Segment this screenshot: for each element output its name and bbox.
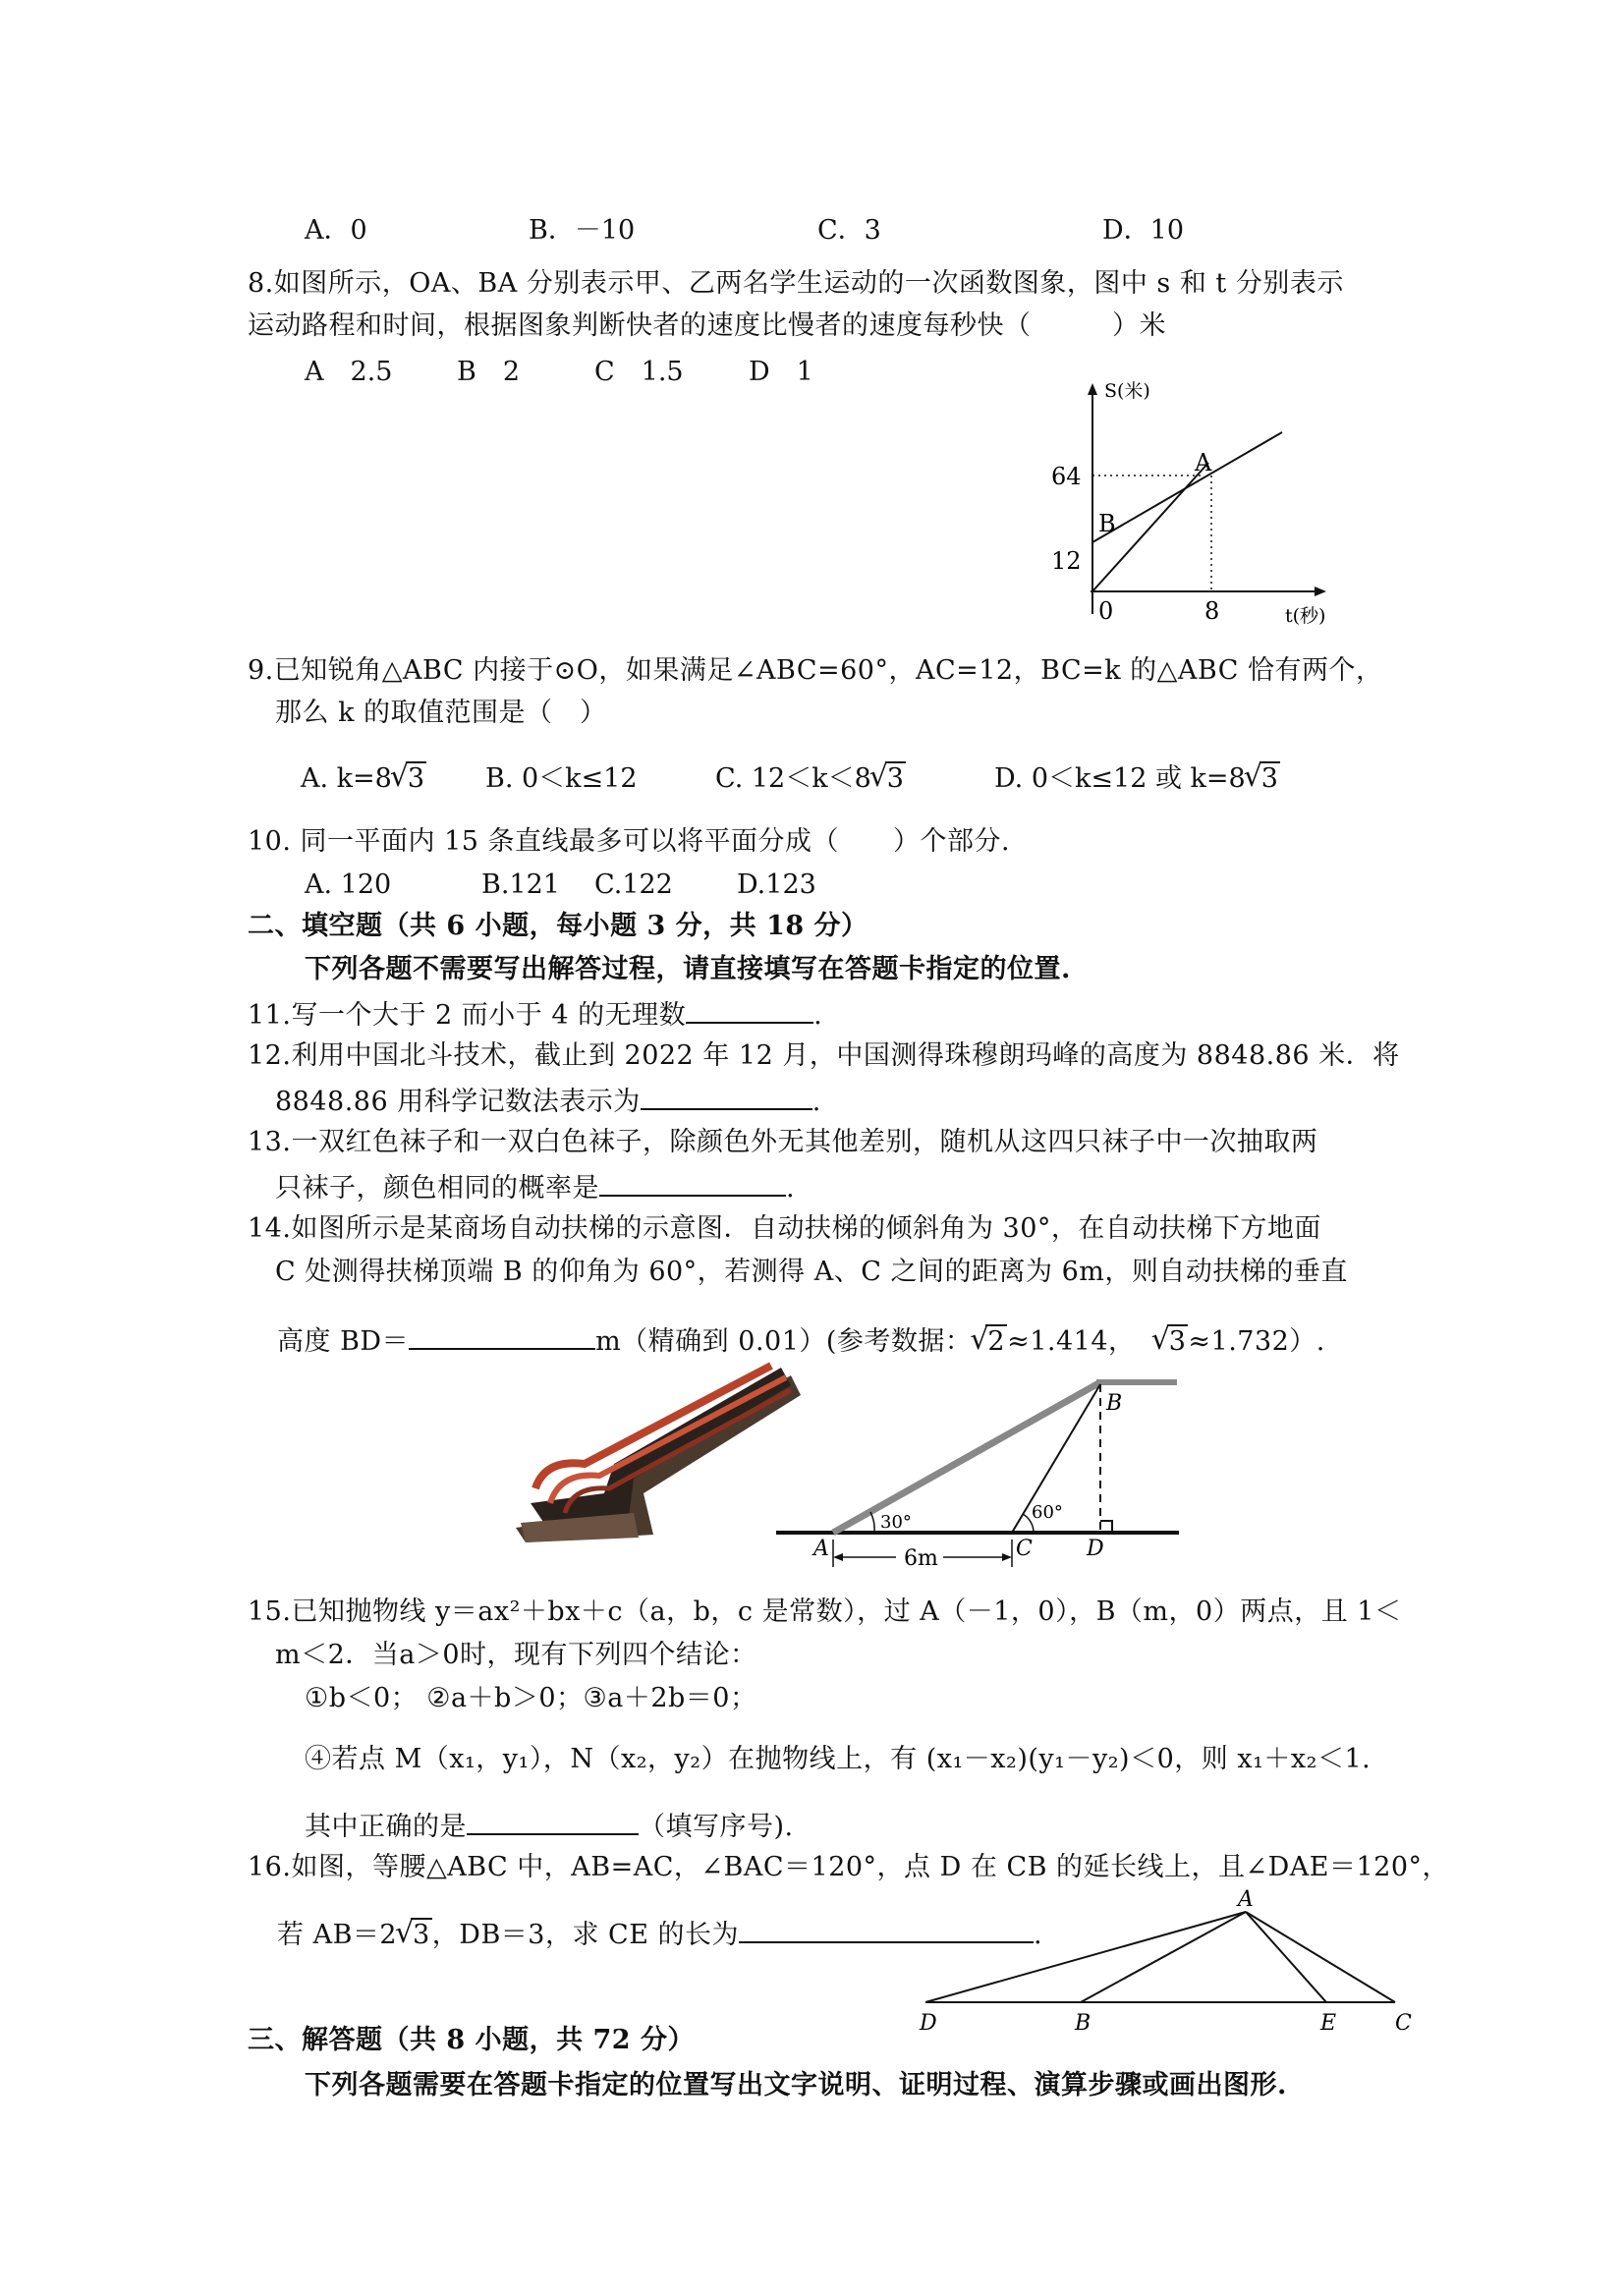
q9-option-d: D. 0＜k≤12 或 k=8√ 3 xyxy=(994,762,1280,796)
q15-line5: 其中正确的是 （填写序号). xyxy=(305,1808,794,1844)
q10-option-d: D.123 xyxy=(737,869,816,900)
q14-label-c: C xyxy=(1016,1537,1033,1561)
q14-label-b: B xyxy=(1106,1391,1123,1416)
q16-label-e: E xyxy=(1320,2011,1337,2036)
q12-line1: 12.利用中国北斗技术，截止到 2022 年 12 月，中国测得珠穆朗玛峰的高度为 8848.86 米．将 xyxy=(248,1040,1400,1071)
q15-line4: ④若点 M（x₁，y₁），N（x₂，y₂）在抛物线上，有 (x₁－x₂)(y₁－y₂)＜0，则 x₁＋x₂＜1. xyxy=(305,1744,1371,1774)
q14-line3: 高度 BD＝ m（精确到 0.01）(参考数据：√ 2≈1.414， √ 3≈1.732）. xyxy=(277,1322,1325,1359)
q16-line2: 若 AB＝2√ 3，DB＝3，求 CE 的长为 . xyxy=(277,1916,1042,1952)
graph-y64: 64 xyxy=(1051,463,1082,490)
q14-dist: 6m xyxy=(904,1546,938,1571)
q10-option-c: C.122 xyxy=(594,869,673,900)
q9-option-c: C. 12＜k＜8√ 3 xyxy=(715,762,906,796)
graph-origin: 0 xyxy=(1098,597,1114,625)
q14-angle30: 30° xyxy=(880,1512,912,1533)
graph-x8: 8 xyxy=(1204,597,1220,625)
graph-point-a: A xyxy=(1195,449,1212,476)
q14-figure xyxy=(766,1371,1189,1577)
section3-note: 下列各题需要在答题卡指定的位置写出文字说明、证明过程、演算步骤或画出图形. xyxy=(305,2070,1287,2100)
q9-option-a: A. k=8√ 3 xyxy=(301,762,426,796)
q8-option-c: C 1.5 xyxy=(594,357,684,387)
q16-label-a: A xyxy=(1238,1887,1254,1912)
q14-label-a: A xyxy=(813,1537,829,1561)
q13-line1: 13.一双红色袜子和一双白色袜子，除颜色外无其他差别，随机从这四只袜子中一次抽取两 xyxy=(248,1127,1318,1157)
escalator-image xyxy=(506,1356,801,1542)
q11: 11.写一个大于 2 而小于 4 的无理数 . xyxy=(248,996,822,1033)
q10-option-b: B.121 xyxy=(481,869,560,900)
q13-line2: 只袜子，颜色相同的概率是 . xyxy=(275,1169,795,1205)
q16-figure xyxy=(904,1884,1434,2042)
q16-line1: 16.如图，等腰△ABC 中，AB=AC，∠BAC＝120°，点 D 在 CB 的延长线上，且∠DAE＝120°， xyxy=(248,1852,1450,1882)
q8-option-b: B 2 xyxy=(457,357,521,387)
q8-option-a: A 2.5 xyxy=(305,357,393,387)
q10-line1: 10. 同一平面内 15 条直线最多可以将平面分成（ ）个部分. xyxy=(248,826,1011,857)
graph-ylabel: S(米) xyxy=(1104,380,1150,402)
graph-y12: 12 xyxy=(1051,547,1082,575)
q7-option-a: A．0 xyxy=(305,215,367,246)
q8-option-d: D 1 xyxy=(749,357,813,387)
q8-graph xyxy=(1032,373,1356,639)
q14-label-d: D xyxy=(1087,1537,1104,1561)
q8-line1: 8.如图所示，OA、BA 分别表示甲、乙两名学生运动的一次函数图象，图中 s 和 t 分别表示 xyxy=(248,268,1344,299)
q10-option-a: A. 120 xyxy=(305,869,392,900)
q7-option-d: D．10 xyxy=(1102,215,1185,246)
q9-line1: 9.已知锐角△ABC 内接于⊙O，如果满足∠ABC=60°，AC=12，BC=k 的△ABC 恰有两个， xyxy=(248,655,1383,686)
section2-note: 下列各题不需要写出解答过程，请直接填写在答题卡指定的位置. xyxy=(305,954,1071,984)
q8-line2: 运动路程和时间，根据图象判断快者的速度比慢者的速度每秒快（ ）米 xyxy=(248,310,1166,341)
q15-line3: ①b＜0； ②a＋b＞0；③a＋2b＝0； xyxy=(305,1683,757,1713)
q14-line1: 14.如图所示是某商场自动扶梯的示意图．自动扶梯的倾斜角为 30°，在自动扶梯下方地面 xyxy=(248,1213,1321,1244)
q15-line2: m＜2．当a＞0时，现有下列四个结论： xyxy=(275,1640,757,1670)
q7-option-b: B．－10 xyxy=(529,215,636,246)
q16-label-d: D xyxy=(920,2011,937,2036)
section3-title: 三、解答题（共 8 小题，共 72 分） xyxy=(248,2025,695,2055)
q9-option-b: B. 0＜k≤12 xyxy=(485,763,638,794)
q9-line2: 那么 k 的取值范围是（ ） xyxy=(275,698,607,728)
q14-angle60: 60° xyxy=(1032,1502,1063,1523)
q7-option-c: C．3 xyxy=(817,215,881,246)
q16-label-c: C xyxy=(1395,2011,1412,2036)
graph-point-b: B xyxy=(1098,510,1116,537)
q16-label-b: B xyxy=(1075,2011,1091,2036)
q12-line2: 8848.86 用科学记数法表示为 . xyxy=(275,1083,821,1119)
graph-xlabel: t(秒) xyxy=(1285,605,1326,627)
section2-title: 二、填空题（共 6 小题，每小题 3 分，共 18 分） xyxy=(248,911,868,941)
q14-line2: C 处测得扶梯顶端 B 的仰角为 60°，若测得 A、C 之间的距离为 6m，则自动扶梯的垂直 xyxy=(275,1257,1348,1287)
q15-line1: 15.已知抛物线 y＝ax²＋bx＋c（a，b，c 是常数），过 A（－1，0），B（m，0）两点，且 1＜ xyxy=(248,1596,1402,1627)
